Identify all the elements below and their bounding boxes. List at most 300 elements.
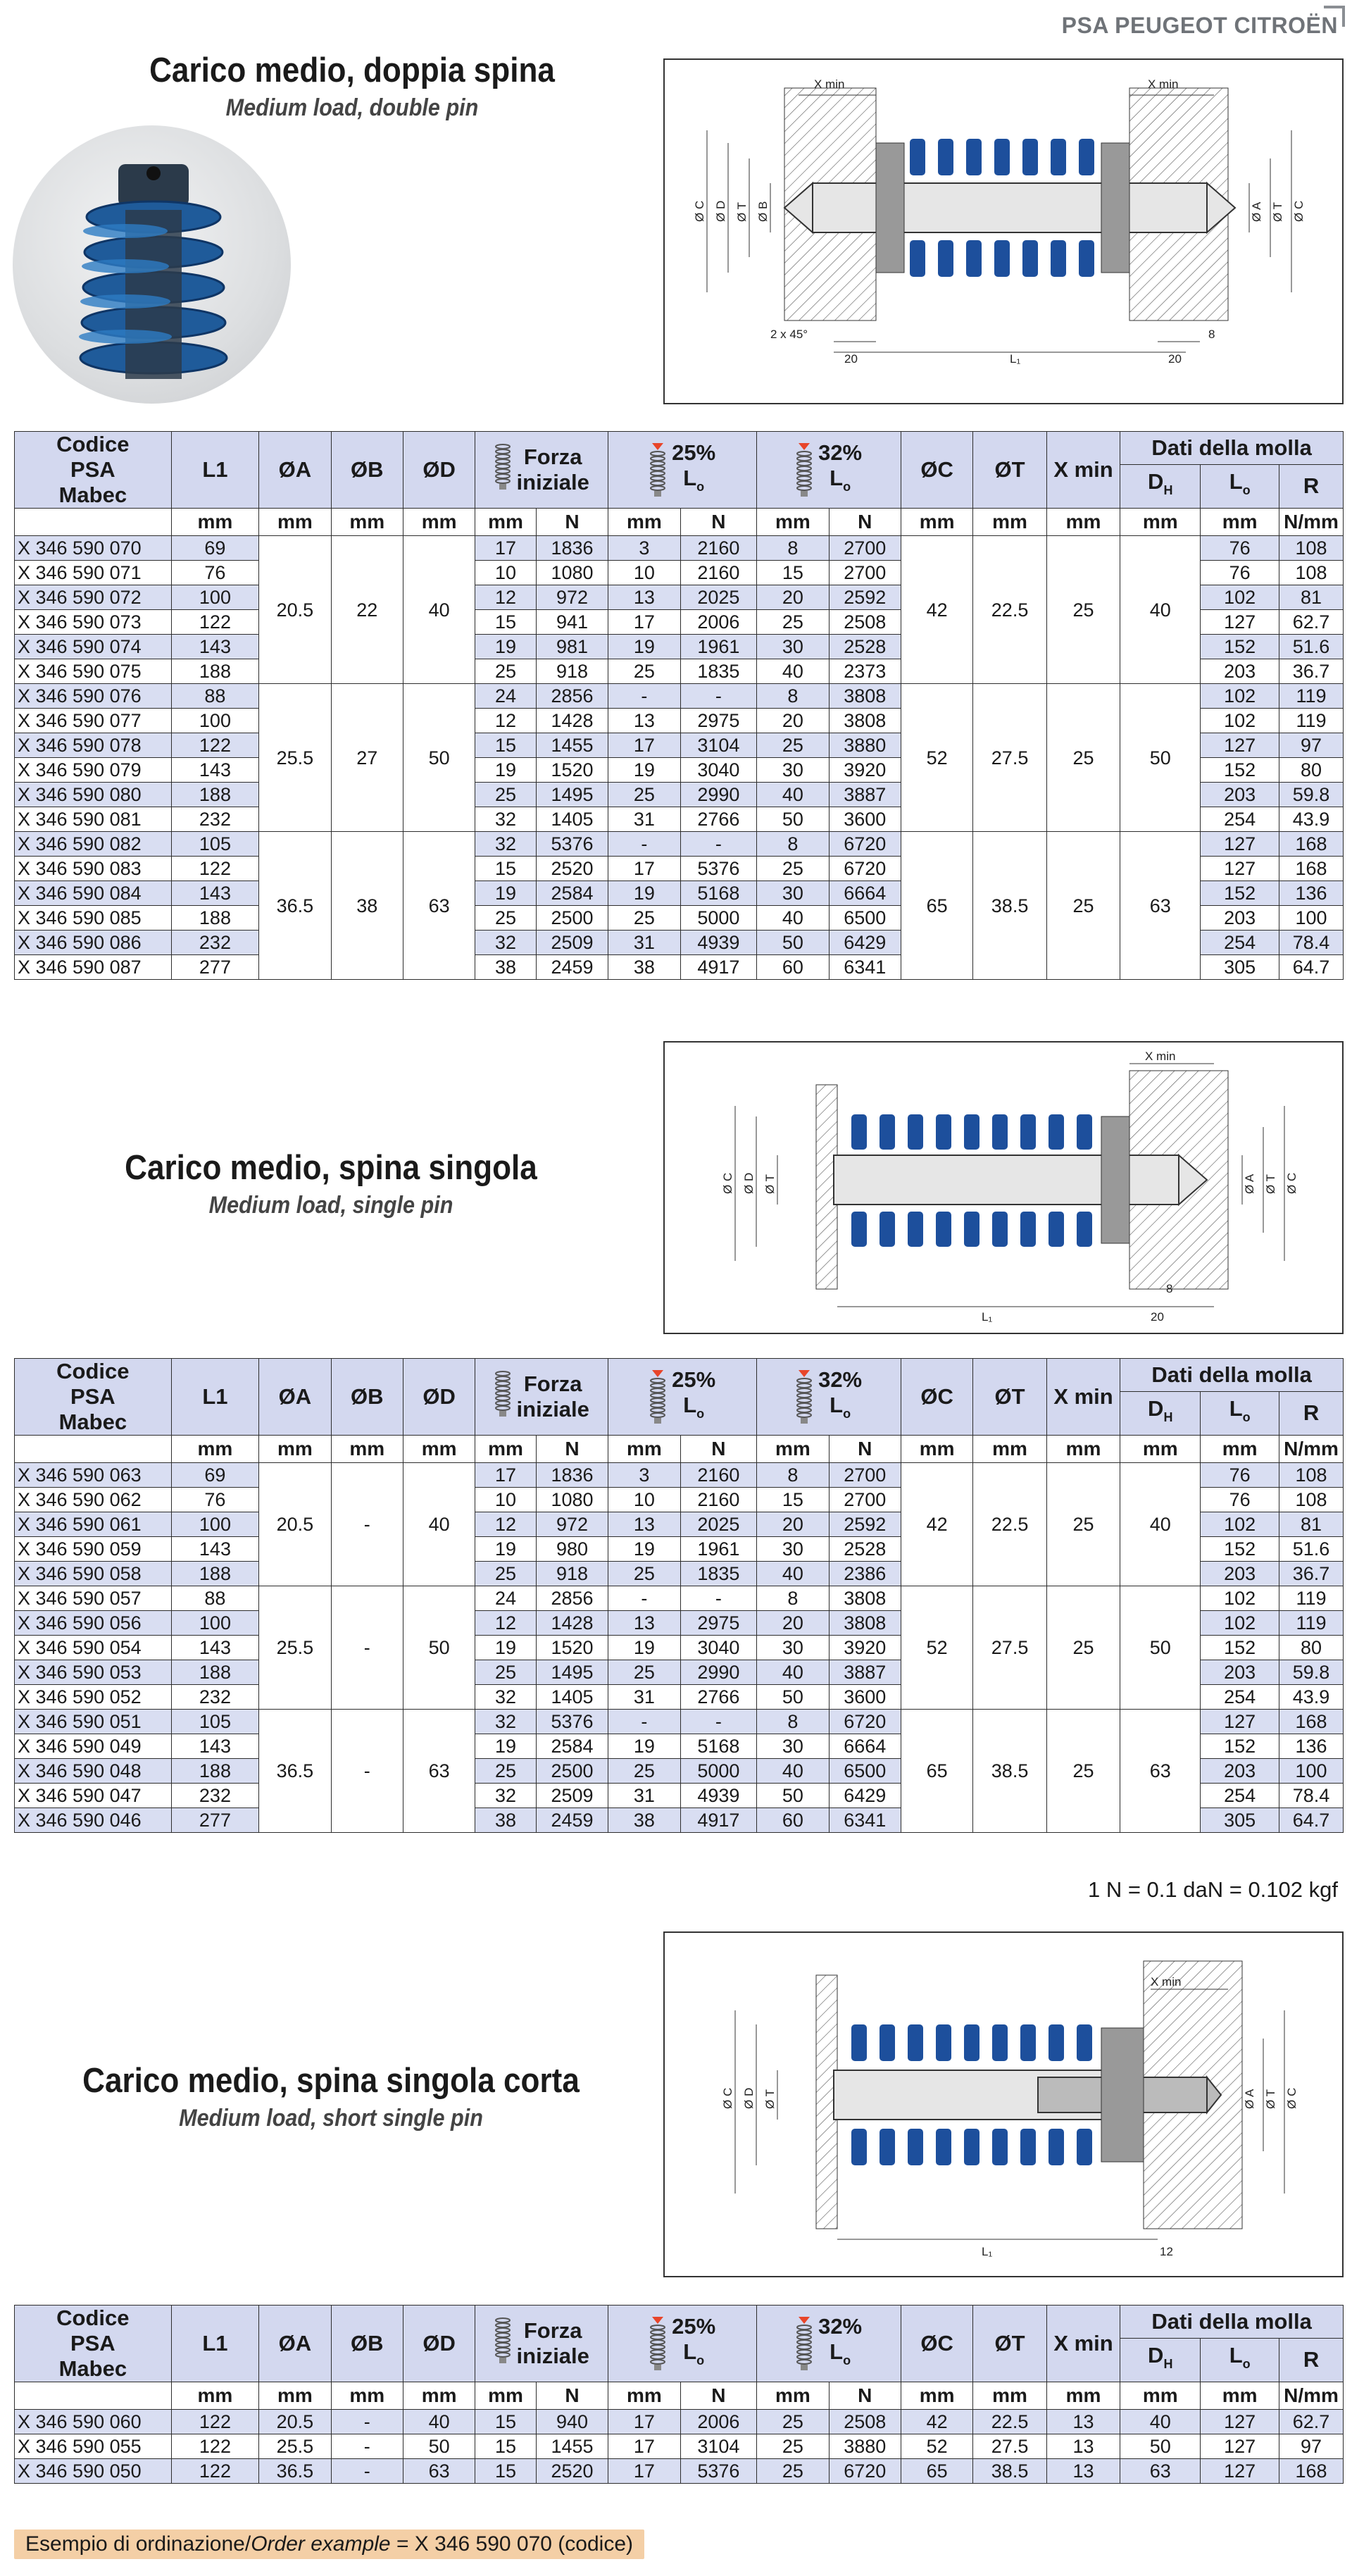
col-xmin <box>1046 432 1120 509</box>
spring-compression-icon <box>649 443 666 497</box>
cell-forza-mm: 32 <box>475 1784 537 1808</box>
cell-32-n: 6664 <box>829 881 901 906</box>
unit-cell: mm <box>331 1436 403 1463</box>
cell-32-mm: 20 <box>757 585 829 610</box>
diagram2-oa-right: Ø A <box>1243 1174 1256 1194</box>
col-dh <box>1120 1391 1201 1435</box>
unit-cell: N <box>680 509 757 536</box>
col-codice <box>15 432 172 509</box>
cell-ob: - <box>331 2410 403 2434</box>
cell-32-mm: 25 <box>757 733 829 758</box>
unit-cell: N/mm <box>1279 1436 1344 1463</box>
cell-25-mm: 10 <box>608 1488 680 1512</box>
cell-25-n: 2766 <box>680 807 757 832</box>
cell-32-n: 3808 <box>829 1586 901 1611</box>
cell-r: 36.7 <box>1279 1562 1344 1586</box>
unit-cell: mm <box>608 2382 680 2410</box>
cell-r: 119 <box>1279 709 1344 733</box>
lo-label: L <box>830 1393 844 1417</box>
cell-25-n: - <box>680 1710 757 1734</box>
col-forza-iniziale <box>475 432 608 509</box>
cell-ob: - <box>331 1710 403 1833</box>
col-r <box>1279 1391 1344 1435</box>
cell-forza-n: 941 <box>536 610 608 635</box>
cell-32-mm: 8 <box>757 1710 829 1734</box>
cell-32-mm: 50 <box>757 931 829 955</box>
cell-r: 43.9 <box>1279 1685 1344 1710</box>
cell-od: 63 <box>403 832 475 980</box>
cell-xmin: 25 <box>1046 1710 1120 1833</box>
cell-r: 81 <box>1279 585 1344 610</box>
section-1-subtitle: Medium load, double pin <box>225 94 479 121</box>
cell-forza-mm: 25 <box>475 1759 537 1784</box>
cell-lo: 203 <box>1201 1660 1279 1685</box>
cell-r: 100 <box>1279 1759 1344 1784</box>
cell-r: 168 <box>1279 2459 1344 2484</box>
unit-cell: mm <box>259 509 331 536</box>
cell-lo: 76 <box>1201 1488 1279 1512</box>
cell-forza-n: 1405 <box>536 807 608 832</box>
cell-forza-n: 1495 <box>536 783 608 807</box>
col-xmin <box>1046 2306 1120 2382</box>
mabec-label: Mabec <box>58 2356 127 2381</box>
col-dati-molla <box>1120 432 1344 465</box>
cell-l1: 100 <box>171 585 259 610</box>
dati-label: Dati della molla <box>1151 435 1312 460</box>
cell-oa: 36.5 <box>259 1710 331 1833</box>
diagram1-l1: L₁ <box>1010 352 1021 366</box>
unit-cell: N/mm <box>1279 2382 1344 2410</box>
unit-cell: mm <box>171 1436 259 1463</box>
cell-forza-n: 972 <box>536 1512 608 1537</box>
col-ot-label: ØT <box>994 2331 1025 2356</box>
dh-sub: H <box>1163 483 1173 498</box>
col-forza-iniziale <box>475 1359 608 1436</box>
cell-forza-mm: 15 <box>475 733 537 758</box>
cell-32-n: 6429 <box>829 931 901 955</box>
cell-code: X 346 590 086 <box>15 931 172 955</box>
cell-forza-n: 1495 <box>536 1660 608 1685</box>
cell-code: X 346 590 054 <box>15 1636 172 1660</box>
cell-25-n: 2025 <box>680 1512 757 1537</box>
lo-label: L <box>683 2339 697 2364</box>
cell-l1: 105 <box>171 1710 259 1734</box>
cell-r: 51.6 <box>1279 1537 1344 1562</box>
col-oc <box>901 1359 972 1436</box>
cell-32-n: 2508 <box>829 610 901 635</box>
cell-l1: 143 <box>171 881 259 906</box>
cell-25-n: - <box>680 832 757 857</box>
cell-32-mm: 25 <box>757 2410 829 2434</box>
cell-forza-n: 2500 <box>536 906 608 931</box>
cell-forza-n: 1428 <box>536 1611 608 1636</box>
cell-32-n: 2592 <box>829 1512 901 1537</box>
codice-label: Codice <box>56 1359 130 1383</box>
cell-r: 108 <box>1279 536 1344 561</box>
cell-r: 80 <box>1279 758 1344 783</box>
cell-32-n: 3880 <box>829 733 901 758</box>
cell-25-n: 5376 <box>680 2459 757 2484</box>
col-xmin-label: X min <box>1053 457 1113 482</box>
cell-lo: 127 <box>1201 832 1279 857</box>
cell-lo: 76 <box>1201 1463 1279 1488</box>
cell-25-mm: 19 <box>608 758 680 783</box>
cell-lo: 102 <box>1201 1512 1279 1537</box>
cell-25-n: 1961 <box>680 1537 757 1562</box>
diagram3-l1: L₁ <box>982 2245 993 2258</box>
cell-32-mm: 40 <box>757 906 829 931</box>
cell-25-n: 2990 <box>680 1660 757 1685</box>
cell-l1: 143 <box>171 1537 259 1562</box>
cell-r: 51.6 <box>1279 635 1344 659</box>
unit-cell: mm <box>475 2382 537 2410</box>
col-ob <box>331 1359 403 1436</box>
lo-label: L <box>1229 2343 1243 2368</box>
table-row <box>15 1710 1344 1734</box>
cell-forza-n: 1428 <box>536 709 608 733</box>
section-2-subtitle: Medium load, single pin <box>208 1192 453 1219</box>
dh-label: D <box>1148 469 1164 494</box>
diagram3-xmin: X min <box>1151 1975 1182 1989</box>
cell-lo: 127 <box>1201 857 1279 881</box>
cell-forza-n: 2584 <box>536 1734 608 1759</box>
col-ot-label: ØT <box>994 457 1025 482</box>
cell-forza-n: 2856 <box>536 684 608 709</box>
cell-forza-mm: 24 <box>475 684 537 709</box>
cell-25-mm: 3 <box>608 536 680 561</box>
diagram1-oc-right: Ø C <box>1292 200 1306 222</box>
diagram3-ot-right: Ø T <box>1264 2089 1277 2109</box>
cell-l1: 88 <box>171 1586 259 1611</box>
cell-lo: 254 <box>1201 1685 1279 1710</box>
cell-32-mm: 60 <box>757 955 829 980</box>
col-lo <box>1201 464 1279 508</box>
cell-code: X 346 590 072 <box>15 585 172 610</box>
col-l1 <box>171 432 259 509</box>
cell-forza-mm: 19 <box>475 1734 537 1759</box>
table-single-pin <box>14 1358 1344 1833</box>
cell-l1: 69 <box>171 1463 259 1488</box>
cell-32-n: 3808 <box>829 709 901 733</box>
col-codice <box>15 1359 172 1436</box>
diagram1-chamfer: 2 x 45° <box>770 328 808 341</box>
cell-oa: 20.5 <box>259 1463 331 1586</box>
cell-forza-mm: 32 <box>475 1685 537 1710</box>
dh-sub: H <box>1163 1410 1173 1425</box>
cell-code: X 346 590 083 <box>15 857 172 881</box>
unit-cell: mm <box>901 1436 972 1463</box>
cell-25-mm: 25 <box>608 1759 680 1784</box>
cell-25-n: 5376 <box>680 857 757 881</box>
cell-forza-mm: 19 <box>475 1537 537 1562</box>
cell-32-n: 3920 <box>829 758 901 783</box>
cell-25-n: 4939 <box>680 931 757 955</box>
cell-l1: 277 <box>171 955 259 980</box>
cell-dh: 63 <box>1120 1710 1201 1833</box>
cell-25-mm: 38 <box>608 1808 680 1833</box>
unit-cell: N <box>829 1436 901 1463</box>
cell-oa: 25.5 <box>259 684 331 832</box>
cell-ot: 38.5 <box>973 2459 1046 2484</box>
cell-xmin: 25 <box>1046 1463 1120 1586</box>
cell-od: 50 <box>403 1586 475 1710</box>
cell-32-mm: 60 <box>757 1808 829 1833</box>
cell-xmin: 25 <box>1046 1586 1120 1710</box>
table-row <box>15 536 1344 561</box>
cell-forza-mm: 19 <box>475 635 537 659</box>
cell-code: X 346 590 087 <box>15 955 172 980</box>
cell-code: X 346 590 061 <box>15 1512 172 1537</box>
cell-25-mm: 25 <box>608 906 680 931</box>
diagram-short-single-pin <box>663 1931 1344 2277</box>
cell-25-mm: 17 <box>608 857 680 881</box>
cell-25-n: 5000 <box>680 1759 757 1784</box>
cell-r: 119 <box>1279 1586 1344 1611</box>
unit-cell: N/mm <box>1279 509 1344 536</box>
p25-label: 25% <box>672 1367 716 1392</box>
cell-25-mm: 19 <box>608 1636 680 1660</box>
cell-code: X 346 590 049 <box>15 1734 172 1759</box>
units-row <box>15 509 1344 536</box>
table-row <box>15 2459 1344 2484</box>
cell-32-n: 2700 <box>829 1488 901 1512</box>
cell-25-mm: - <box>608 1586 680 1611</box>
cell-25-mm: 17 <box>608 733 680 758</box>
diagram1-d8: 8 <box>1208 328 1215 341</box>
cell-lo: 102 <box>1201 709 1279 733</box>
cell-code: X 346 590 084 <box>15 881 172 906</box>
spring-compression-icon <box>494 1370 511 1424</box>
diagram1-ob-left: Ø B <box>756 201 770 222</box>
cell-r: 119 <box>1279 1611 1344 1636</box>
cell-forza-mm: 15 <box>475 2410 537 2434</box>
cell-32-mm: 40 <box>757 1660 829 1685</box>
cell-forza-mm: 24 <box>475 1586 537 1611</box>
cell-32-mm: 50 <box>757 1685 829 1710</box>
cell-forza-n: 2459 <box>536 955 608 980</box>
cell-code: X 346 590 048 <box>15 1759 172 1784</box>
cell-code: X 346 590 062 <box>15 1488 172 1512</box>
cell-lo: 152 <box>1201 1734 1279 1759</box>
cell-dh: 40 <box>1120 536 1201 684</box>
cell-forza-mm: 15 <box>475 857 537 881</box>
col-xmin <box>1046 1359 1120 1436</box>
psa-label: PSA <box>70 1384 115 1409</box>
cell-od: 50 <box>403 2434 475 2459</box>
psa-label: PSA <box>70 2331 115 2356</box>
cell-forza-mm: 25 <box>475 783 537 807</box>
cell-forza-mm: 12 <box>475 1512 537 1537</box>
lo-sub: o <box>1242 1410 1251 1425</box>
forza-label: Forza <box>523 444 582 469</box>
cell-lo: 127 <box>1201 2434 1279 2459</box>
cell-32-n: 6341 <box>829 1808 901 1833</box>
cell-xmin: 25 <box>1046 536 1120 684</box>
unit-cell: mm <box>901 509 972 536</box>
cell-25-n: 1835 <box>680 659 757 684</box>
cell-lo: 152 <box>1201 881 1279 906</box>
forza-label: Forza <box>523 1371 582 1396</box>
diagram2-od-left: Ø D <box>742 1172 756 1194</box>
diagram3-oc-left: Ø C <box>721 2087 734 2109</box>
cell-l1: 188 <box>171 783 259 807</box>
cell-l1: 143 <box>171 758 259 783</box>
cell-l1: 232 <box>171 1784 259 1808</box>
cell-32-mm: 8 <box>757 1586 829 1611</box>
unit-cell: mm <box>1120 1436 1201 1463</box>
unit-cell: mm <box>403 509 475 536</box>
unit-cell: mm <box>259 1436 331 1463</box>
units-row <box>15 1436 1344 1463</box>
cell-25-n: 5168 <box>680 1734 757 1759</box>
unit-cell: N <box>536 1436 608 1463</box>
cell-code: X 346 590 056 <box>15 1611 172 1636</box>
section-2-title-block <box>28 1148 634 1219</box>
cell-lo: 102 <box>1201 684 1279 709</box>
cell-forza-n: 918 <box>536 1562 608 1586</box>
cell-25-mm: 13 <box>608 585 680 610</box>
diagram3-oc-right: Ø C <box>1285 2087 1298 2109</box>
diagram1-ot-right: Ø T <box>1271 201 1284 222</box>
cell-lo: 152 <box>1201 635 1279 659</box>
cell-25-mm: 17 <box>608 610 680 635</box>
cell-25-n: 2975 <box>680 1611 757 1636</box>
cell-forza-n: 2509 <box>536 1784 608 1808</box>
cell-forza-mm: 25 <box>475 906 537 931</box>
cell-forza-mm: 15 <box>475 2434 537 2459</box>
cell-code: X 346 590 057 <box>15 1586 172 1611</box>
cell-code: X 346 590 063 <box>15 1463 172 1488</box>
cell-32-n: 6720 <box>829 857 901 881</box>
cell-32-n: 3887 <box>829 1660 901 1685</box>
cell-l1: 100 <box>171 1611 259 1636</box>
lo-label: L <box>683 1393 697 1417</box>
diagram3-d12: 12 <box>1160 2245 1173 2258</box>
cell-r: 62.7 <box>1279 610 1344 635</box>
cell-code: X 346 590 052 <box>15 1685 172 1710</box>
cell-25-mm: - <box>608 684 680 709</box>
lo-sub: o <box>843 1407 851 1421</box>
lo-sub: o <box>1242 2357 1251 2372</box>
cell-dh: 63 <box>1120 832 1201 980</box>
cell-32-mm: 30 <box>757 758 829 783</box>
cell-25-mm: 19 <box>608 881 680 906</box>
cell-dh: 50 <box>1120 684 1201 832</box>
cell-od: 40 <box>403 2410 475 2434</box>
cell-25-mm: 31 <box>608 807 680 832</box>
col-25-lo <box>608 1359 757 1436</box>
cell-dh: 40 <box>1120 1463 1201 1586</box>
cell-ob: 27 <box>331 684 403 832</box>
diagram1-xmin-right: X min <box>1148 77 1179 91</box>
cell-25-mm: 31 <box>608 1685 680 1710</box>
cell-ob: 38 <box>331 832 403 980</box>
cell-xmin: 13 <box>1046 2434 1120 2459</box>
cell-32-mm: 30 <box>757 1537 829 1562</box>
cell-oc: 42 <box>901 536 972 684</box>
col-oc <box>901 432 972 509</box>
col-32-lo <box>757 1359 901 1436</box>
cell-oa: 20.5 <box>259 2410 331 2434</box>
cell-code: X 346 590 079 <box>15 758 172 783</box>
cell-25-mm: 25 <box>608 659 680 684</box>
cell-25-mm: 17 <box>608 2459 680 2484</box>
cell-32-mm: 30 <box>757 635 829 659</box>
p32-label: 32% <box>818 1367 863 1392</box>
cell-l1: 232 <box>171 807 259 832</box>
unit-cell: mm <box>973 509 1046 536</box>
cell-r: 59.8 <box>1279 1660 1344 1685</box>
cell-25-mm: 25 <box>608 1660 680 1685</box>
cell-lo: 76 <box>1201 561 1279 585</box>
cell-25-mm: 13 <box>608 709 680 733</box>
col-od-label: ØD <box>423 1384 456 1409</box>
cell-dh: 40 <box>1120 2410 1201 2434</box>
cell-25-n: - <box>680 684 757 709</box>
col-lo <box>1201 1391 1279 1435</box>
brand-logo-text: PSA PEUGEOT CITROËN <box>1061 13 1338 38</box>
cell-25-n: 2766 <box>680 1685 757 1710</box>
cell-l1: 143 <box>171 1636 259 1660</box>
unit-cell: mm <box>1120 2382 1201 2410</box>
iniziale-label: iniziale <box>516 470 589 494</box>
table-single-pin-body <box>15 1463 1344 1833</box>
cell-ob: - <box>331 2434 403 2459</box>
cell-25-n: 2990 <box>680 783 757 807</box>
cell-32-mm: 8 <box>757 1463 829 1488</box>
unit-cell: mm <box>1201 1436 1279 1463</box>
cell-dh: 63 <box>1120 2459 1201 2484</box>
diagram1-ot-left: Ø T <box>735 201 749 222</box>
cell-l1: 188 <box>171 1562 259 1586</box>
lo-label: L <box>683 466 697 490</box>
cell-25-n: 2160 <box>680 1463 757 1488</box>
table-short-single-pin <box>14 2305 1344 2484</box>
p32-label: 32% <box>818 2314 863 2339</box>
cell-lo: 152 <box>1201 1636 1279 1660</box>
cell-code: X 346 590 074 <box>15 635 172 659</box>
cell-oc: 65 <box>901 832 972 980</box>
unit-cell: mm <box>403 2382 475 2410</box>
cell-forza-mm: 32 <box>475 1710 537 1734</box>
table-short-single-pin-body <box>15 2410 1344 2484</box>
spring-compression-icon <box>494 443 511 497</box>
codice-label: Codice <box>56 432 130 456</box>
cell-ob: - <box>331 1586 403 1710</box>
cell-forza-n: 2856 <box>536 1586 608 1611</box>
cell-forza-n: 2584 <box>536 881 608 906</box>
cell-25-n: 2160 <box>680 536 757 561</box>
cell-32-mm: 30 <box>757 1734 829 1759</box>
unit-cell: mm <box>757 2382 829 2410</box>
diagram-double-pin <box>663 58 1344 404</box>
cell-l1: 122 <box>171 857 259 881</box>
cell-32-n: 2508 <box>829 2410 901 2434</box>
table-row <box>15 684 1344 709</box>
cell-32-n: 6720 <box>829 2459 901 2484</box>
col-dati-molla <box>1120 2306 1344 2339</box>
cell-32-n: 2592 <box>829 585 901 610</box>
cell-oa: 25.5 <box>259 1586 331 1710</box>
cell-25-n: 2160 <box>680 561 757 585</box>
cell-32-mm: 30 <box>757 1636 829 1660</box>
col-od <box>403 2306 475 2382</box>
cell-l1: 188 <box>171 1660 259 1685</box>
cell-25-n: 2006 <box>680 2410 757 2434</box>
cell-r: 136 <box>1279 881 1344 906</box>
col-l1 <box>171 1359 259 1436</box>
cell-forza-mm: 10 <box>475 561 537 585</box>
